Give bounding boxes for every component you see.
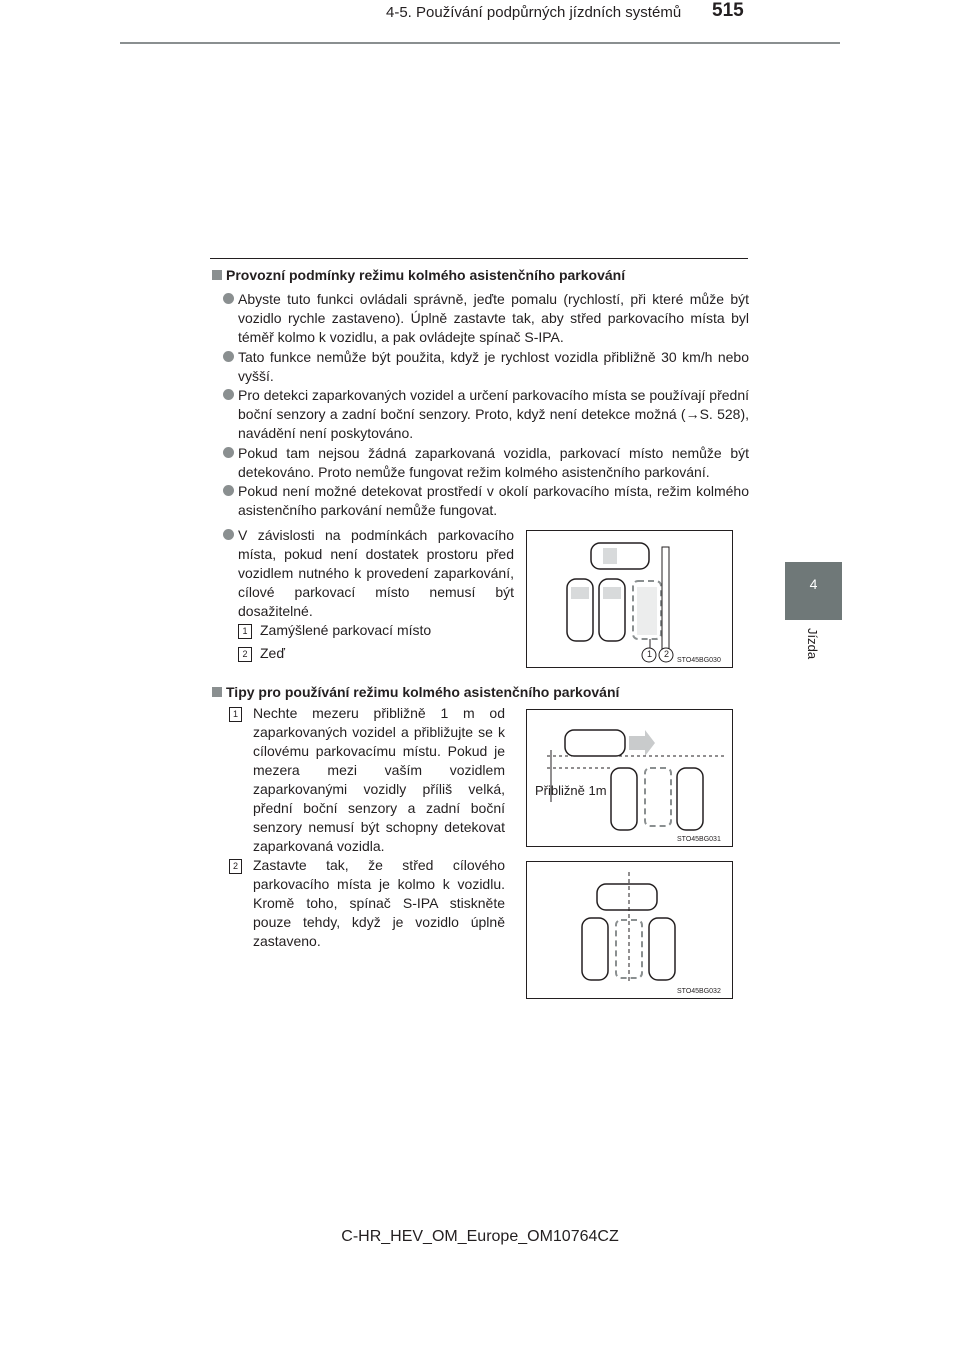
legend-number: 2 (238, 647, 252, 662)
section2-title: Tipy pro používání režimu kolmého asistenčního parkování (226, 684, 620, 700)
bullet-dot-icon (223, 485, 234, 496)
stop-diagram-illustration (527, 862, 732, 998)
step-text-1: Nechte mezeru přibližně 1 m od zaparkovaných vozidel a přibližujte se k cílovému parkovacímu místu. Pokud je mezera mezi vaším vozidlem zaparkovanými vozidly příliš velká, přední boční senzory a zadní boční senzory nemusí být schopny detekovat zaparkovaná vozidla. (253, 705, 505, 854)
figure-code: STO45BG032 (677, 988, 721, 995)
figure-approach-gap (526, 709, 733, 847)
parking-diagram-illustration (527, 531, 732, 667)
bullet-text: Pro detekci zaparkovaných vozidel a určení parkovacího místa se používají přední boční senzory a zadní boční senzory. Proto, když není detekce možná (→S. 528), navádění není poskytováno. (238, 387, 749, 441)
bullet-dot-icon (223, 447, 234, 458)
figure-parking-spot-wall (526, 530, 733, 668)
chapter-tab-label: Jízda (805, 628, 820, 660)
callout-2: 2 (663, 649, 669, 659)
bullet-item (238, 290, 749, 347)
section2-heading (212, 684, 619, 700)
bullet-item (238, 444, 749, 482)
bullet-dot-icon (223, 389, 234, 400)
legend-item (238, 645, 285, 662)
chapter-tab-number: 4 (809, 576, 818, 592)
step-number-2: 2 (229, 859, 242, 874)
square-bullet-icon (212, 270, 222, 280)
bullet-dot-icon (223, 293, 234, 304)
header-section-title: 4-5. Používání podpůrných jízdních systémů (386, 4, 682, 21)
page-number: 515 (712, 0, 744, 21)
legend-text: Zamýšlené parkovací místo (260, 622, 432, 638)
figure-code: STO45BG030 (677, 657, 721, 664)
section1-heading (212, 267, 625, 283)
legend-number: 1 (238, 624, 252, 639)
step-text-2: Zastavte tak, že střed cílového parkovacího místa je kolmo k vozidlu. Kromě toho, spínač S-IPA stiskněte pouze tehdy, když je vozidlo úplně zastaveno. (253, 857, 505, 949)
figure-stop-perpendicular (526, 861, 733, 999)
section1-title: Provozní podmínky režimu kolmého asistenčního parkování (226, 267, 626, 283)
bullet-text: Abyste tuto funkci ovládali správně, jeďte pomalu (rychlostí, při které může být vozidlo rychle zastaveno). Úplně zastavte tak, aby střed parkovacího místa byl téměř kolmo k vozidlu, a pak ovládejte spínač S-IPA. (238, 291, 749, 345)
step-number-1: 1 (229, 707, 242, 722)
callout-1: 1 (646, 649, 652, 659)
approach-diagram-illustration (527, 710, 732, 846)
footer-document-id: C-HR_HEV_OM_Europe_OM10764CZ (341, 1228, 619, 1245)
bullet-dot-icon (223, 351, 234, 362)
bullet-text: Pokud není možné detekovat prostředí v okolí parkovacího místa, režim kolmého asistenčního parkování nemůže fungovat. (238, 483, 749, 518)
bullet-dot-icon (223, 529, 234, 540)
bullet-text: V závislosti na podmínkách parkovacího místa, pokud není dostatek prostoru před vozidlem nutného k provedení zaparkování, cílové parkovací místo nemusí být dosažitelné. (238, 527, 514, 619)
legend-text: Zeď (260, 645, 285, 661)
figure-code: STO45BG031 (677, 836, 721, 843)
bullet-item (238, 482, 749, 520)
bullet-item (238, 386, 749, 443)
legend-item (238, 622, 431, 639)
distance-label: Přibližně 1m (535, 783, 607, 798)
header-rule (120, 42, 840, 44)
bullet-item (238, 526, 514, 621)
section-rule (210, 258, 748, 259)
bullet-text: Tato funkce nemůže být použita, když je rychlost vozidla přibližně 30 km/h nebo vyšší. (238, 349, 749, 384)
bullet-text: Pokud tam nejsou žádná zaparkovaná vozidla, parkovací místo nemůže být detekováno. Proto nemůže fungovat režim kolmého asistenčního parkování. (238, 445, 749, 480)
bullet-item (238, 348, 749, 386)
square-bullet-icon (212, 687, 222, 697)
